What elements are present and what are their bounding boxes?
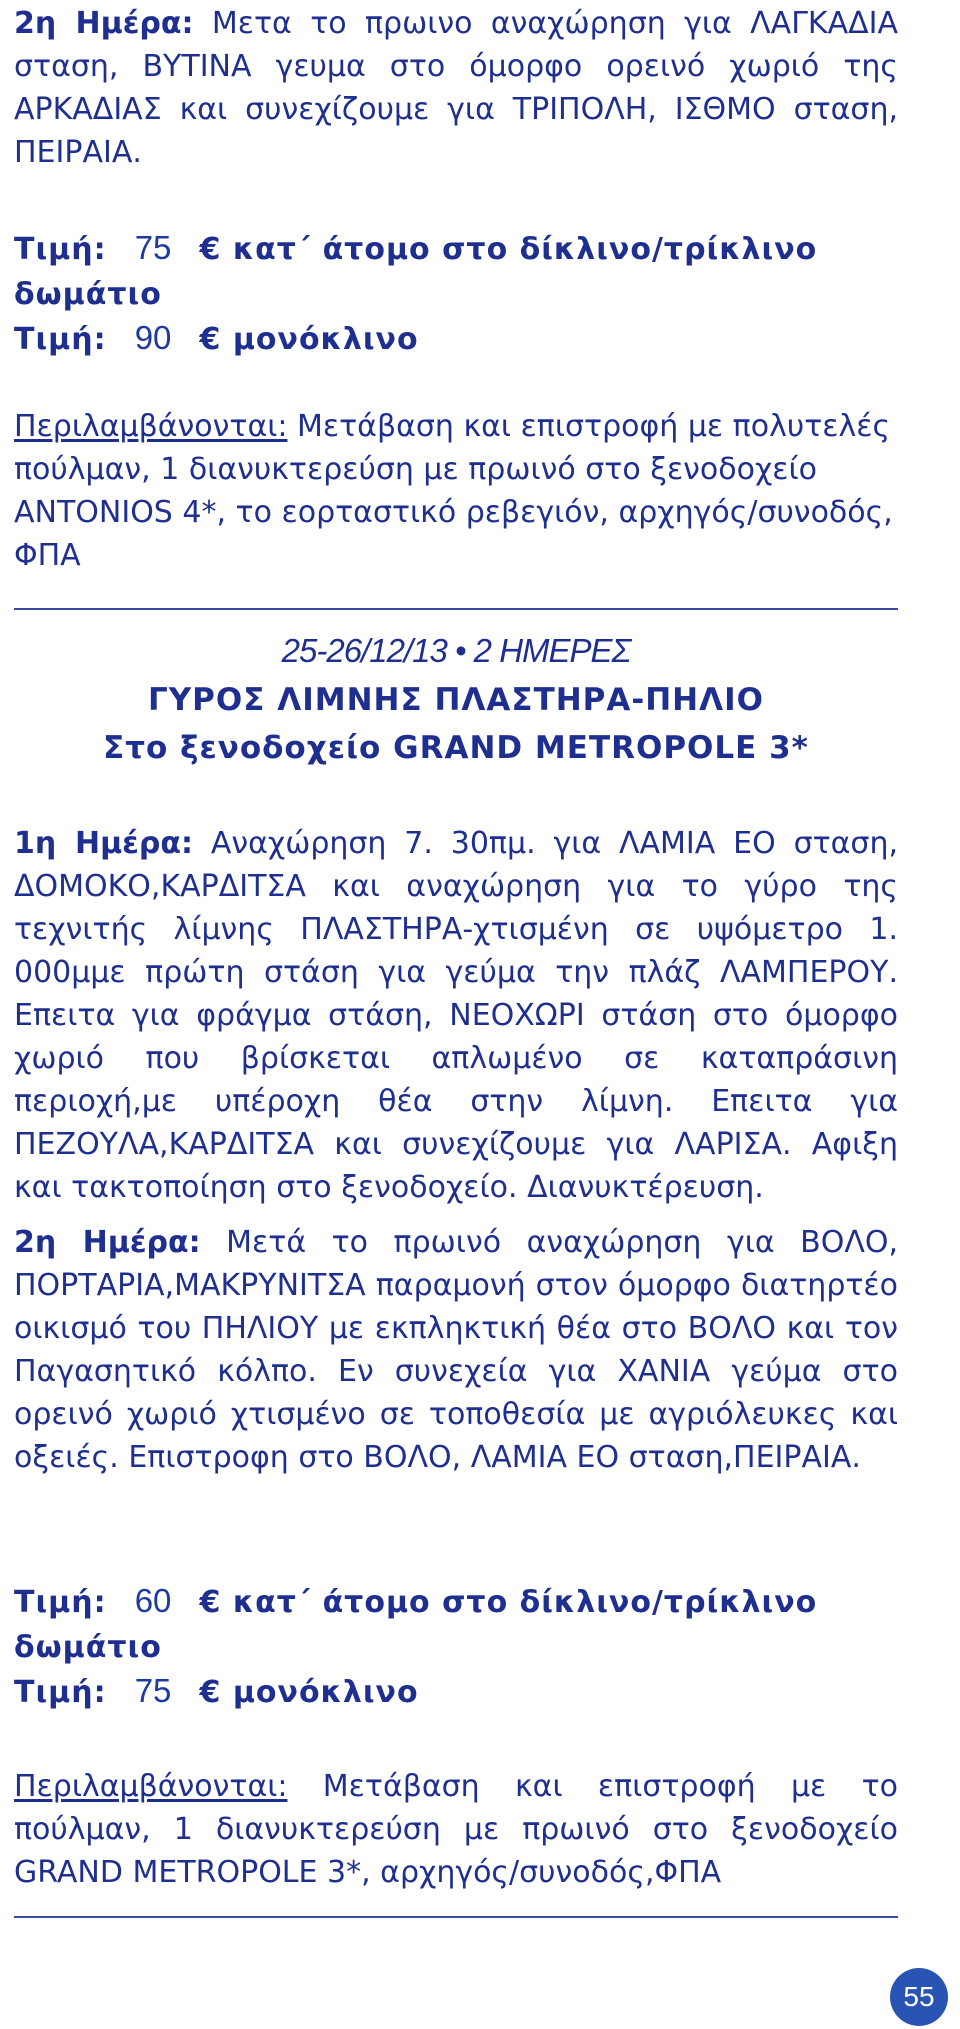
price-label: Τιμή: — [14, 322, 107, 357]
tour1-price-single — [14, 315, 898, 362]
tour2-includes — [14, 1765, 898, 1894]
includes-label: Περιλαμβάνονται: — [14, 409, 288, 444]
page-number-badge: 55 — [890, 1968, 948, 2026]
includes-label: Περιλαμβάνονται: — [14, 1769, 288, 1804]
price-description: € μονόκλινο — [199, 322, 419, 357]
tour1-day2-paragraph — [14, 2, 898, 174]
price-description: € κατ΄ άτομο στο δίκλινο/τρίκλινο δωμάτιο — [14, 232, 818, 312]
day-label: 2η Ημέρα: — [14, 1225, 201, 1260]
tour2-title: ΓΥΡΟΣ ΛΙΜΝΗΣ ΠΛΑΣΤΗΡΑ-ΠΗΛΙΟ — [147, 682, 764, 718]
tour1-price-double — [14, 225, 898, 317]
tour2-day1-paragraph — [14, 822, 898, 1209]
day-label: 2η Ημέρα: — [14, 6, 194, 41]
tour2-dates: 25-26/12/13 • 2 ΗΜΕΡΕΣ — [281, 632, 631, 669]
price-label: Τιμή: — [14, 1585, 107, 1620]
price-value: 75 — [134, 229, 172, 266]
divider — [14, 1916, 898, 1918]
includes-text: Μετάβαση και επιστροφή με το πούλμαν, 1 διανυκτερεύση με πρωινό στο ξενοδοχείο GRAND METROPOLE 3*, αρχηγός/συνοδός,ΦΠΑ — [14, 1769, 898, 1890]
tour2-price-single — [14, 1668, 898, 1715]
price-label: Τιμή: — [14, 232, 107, 267]
price-description: € μονόκλινο — [199, 1675, 419, 1710]
day-description: Αναχώρηση 7. 30πμ. για ΛΑΜΙΑ ΕΟ σταση, ΔΟΜΟΚΟ,ΚΑΡΔΙΤΣΑ και αναχώρηση για το γύρο της τεχνιτής λίμνης ΠΛΑΣΤΗΡΑ-χτισμένη σε υψόμετρο 1. 000μμε πρώτη στάση για γεύμα την πλάζ ΛΑΜΠΕΡΟΥ. Επειτα για φράγμα στάση, ΝΕΟΧΩΡΙ στάση στο όμορφο χωριό που βρίσκεται απλωμένο σε καταπράσινη περιοχή,με υπέροχη θέα στην λίμνη. Επειτα για ΠΕΖΟΥΛΑ,ΚΑΡΔΙΤΣΑ και συνεχίζουμε για ΛΑΡΙΣΑ. Αφιξη και τακτοποίηση στο ξενοδοχείο. Διανυκτέρευση. — [14, 826, 898, 1205]
price-value: 90 — [134, 319, 172, 356]
tour1-includes — [14, 405, 898, 577]
price-label: Τιμή: — [14, 1675, 107, 1710]
tour2-day2-paragraph — [14, 1221, 898, 1479]
tour2-price-double — [14, 1578, 898, 1670]
price-description: € κατ΄ άτομο στο δίκλινο/τρίκλινο δωμάτιο — [14, 1585, 818, 1665]
day-label: 1η Ημέρα: — [14, 826, 193, 861]
price-value: 75 — [134, 1672, 172, 1709]
divider — [14, 608, 898, 610]
price-value: 60 — [134, 1582, 172, 1619]
day-description: Μετά το πρωινό αναχώρηση για ΒΟΛΟ, ΠΟΡΤΑΡΙΑ,ΜΑΚΡΥΝΙΤΣΑ παραμονή στον όμορφο διατηρτέο οικισμό του ΠΗΛΙΟΥ με εκπληκτική θέα στο ΒΟΛΟ και τον Παγασητικό κόλπο. Εν συνεχεία για ΧΑΝΙΑ γεύμα στο ορεινό χωριό χτισμένο σε τοποθεσία με αγριόλευκες και οξειές. Επιστροφη στο ΒΟΛΟ, ΛΑΜΙΑ ΕΟ σταση,ΠΕΙΡΑΙΑ. — [14, 1225, 899, 1475]
day-description: Μετα το πρωινο αναχώρηση για ΛΑΓΚΑΔΙΑ σταση, ΒΥΤΙΝΑ γευμα στο όμορφο ορεινό χωριό της ΑΡΚΑΔΙΑΣ και συνεχίζουμε για ΤΡΙΠΟΛΗ, ΙΣΘΜΟ σταση, ΠΕΙΡΑΙΑ. — [14, 6, 899, 170]
includes-text: Μετάβαση και επιστροφή με πολυτελές πούλμαν, 1 διανυκτερεύση με πρωινό στο ξενοδοχείο ANTONIOS 4*, το εορταστικό ρεβεγιόν, αρχηγός/συνοδός, ΦΠΑ — [14, 409, 893, 573]
tour2-hotel-line: Στο ξενοδοχείο GRAND METROPOLE 3* — [103, 730, 809, 766]
